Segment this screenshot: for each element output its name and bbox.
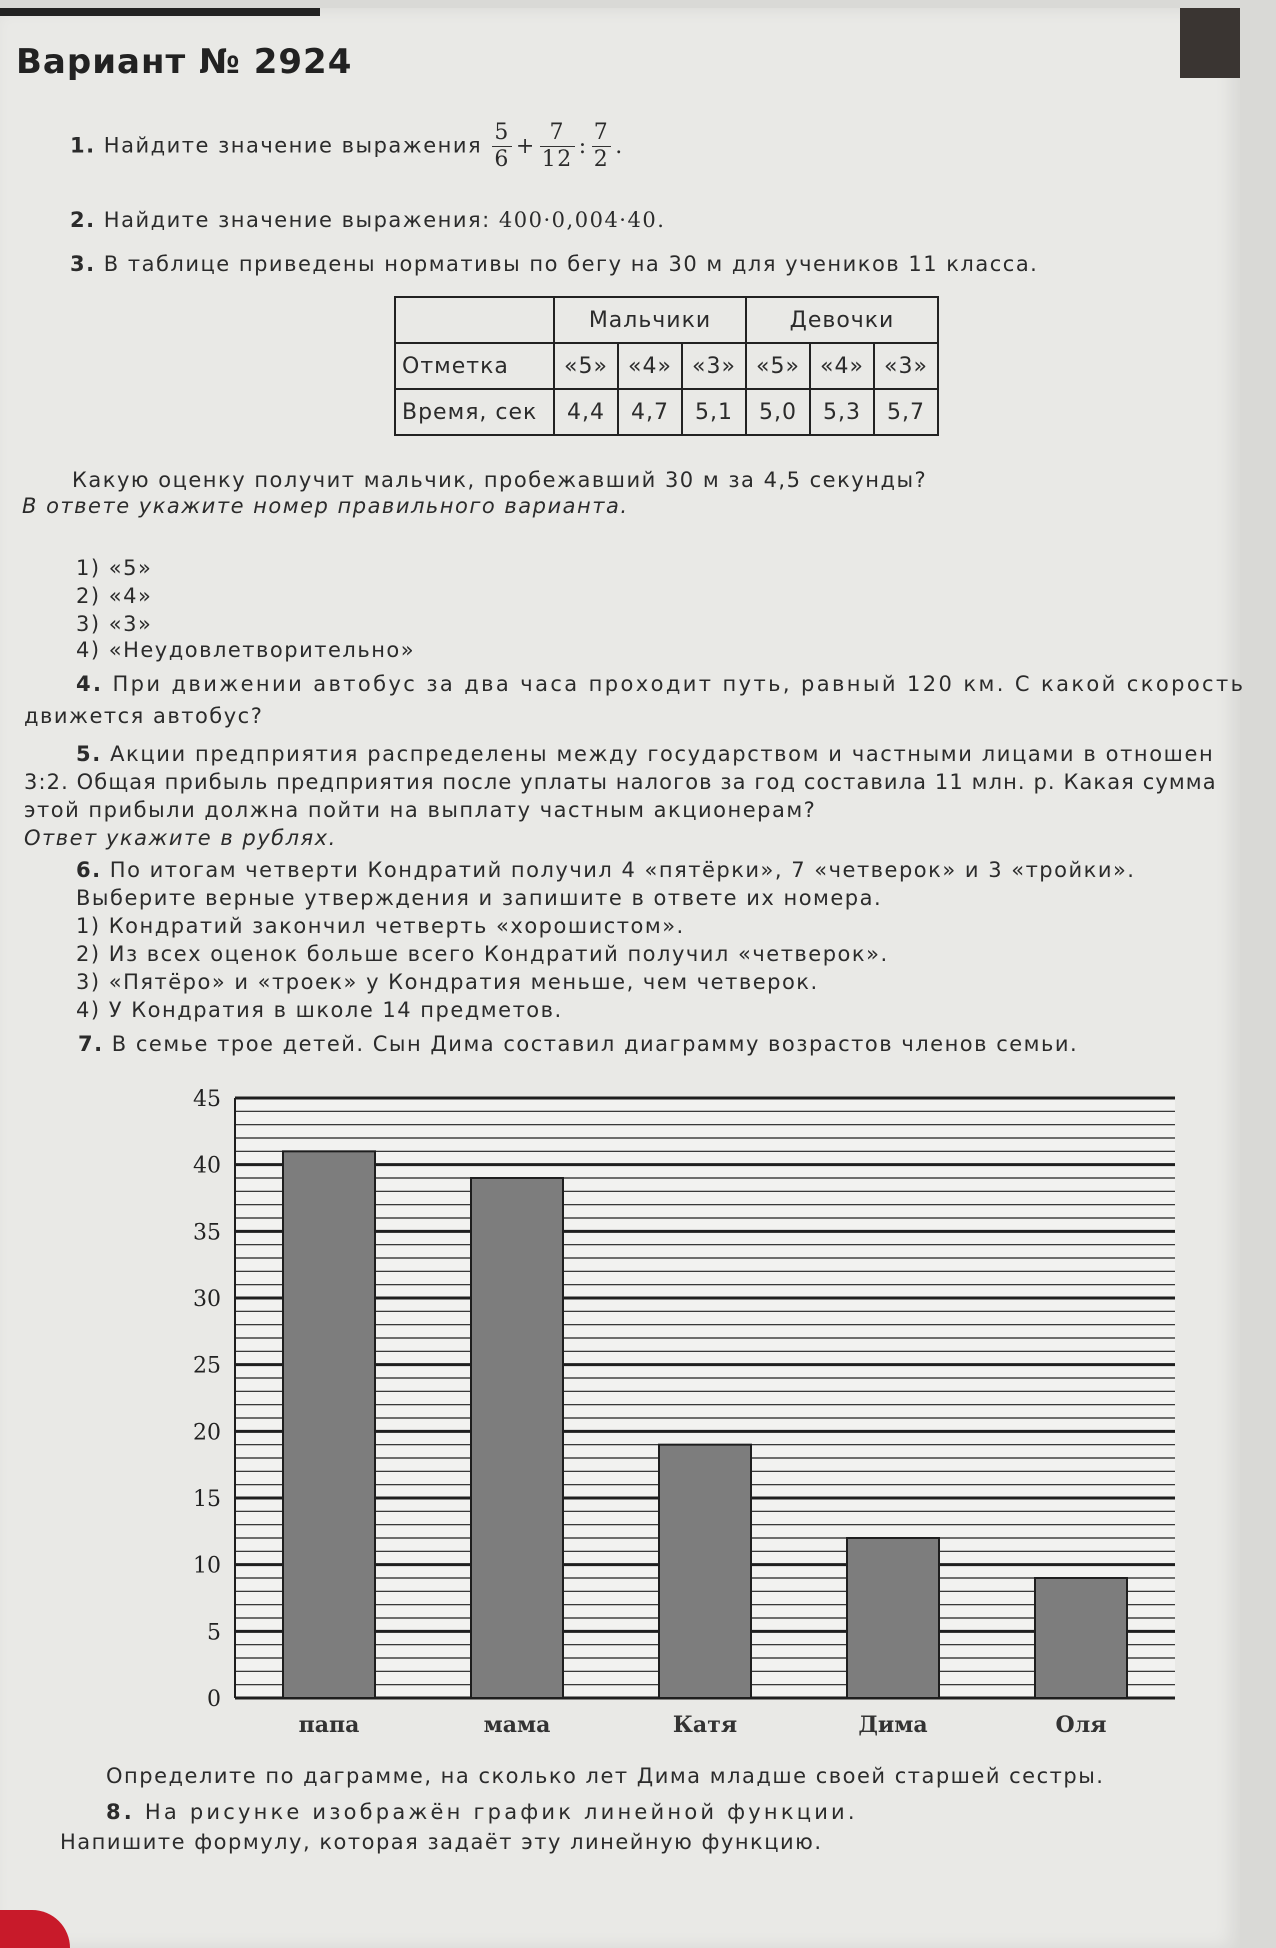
top-edge-bar (0, 8, 320, 16)
table-header-row (395, 297, 938, 343)
question-text: При движении автобус за два часа проходит путь, равный 120 км. С какой скорость (112, 672, 1246, 696)
bar-1 (283, 1151, 375, 1698)
fraction-1 (492, 120, 512, 173)
table-cell: 4,4 (554, 389, 618, 435)
question-text: В семье трое детей. Сын Дима составил диаграмму возрастов членов семьи. (111, 1032, 1079, 1056)
y-tick-label: 10 (193, 1553, 221, 1579)
list-item: 1) Кондратий закончил четверть «хорошистом». (76, 914, 685, 938)
grade-label: Отметка (395, 343, 554, 389)
table-cell: «3» (682, 343, 746, 389)
table-cell: «3» (874, 343, 938, 389)
question-1 (70, 120, 626, 173)
question-number: 7. (78, 1032, 104, 1056)
question-3 (70, 252, 1038, 276)
y-tick-label: 20 (193, 1420, 221, 1446)
question-2 (70, 208, 665, 232)
question-4 (76, 672, 1245, 696)
question-number: 5. (76, 742, 102, 766)
question-7 (78, 1032, 1078, 1056)
bar-4 (847, 1538, 939, 1698)
plus-sign: + (515, 134, 536, 159)
y-tick-label: 5 (207, 1620, 221, 1646)
y-tick-label: 40 (193, 1153, 221, 1179)
y-tick-label: 15 (193, 1487, 221, 1512)
table-row-times (395, 389, 938, 435)
question-text: Акции предприятия распределены между государством и частными лицами в отношен (110, 742, 1215, 766)
question-number: 1. (70, 133, 96, 158)
top-right-object (1180, 8, 1240, 78)
list-item: 3) «Пятёро» и «троек» у Кондратия меньше, чем четверок. (76, 970, 819, 994)
question-number: 2. (70, 208, 96, 232)
y-tick-label: 35 (193, 1220, 221, 1246)
expression: 400·0,004·40. (498, 208, 666, 232)
y-tick-label: 25 (193, 1353, 221, 1379)
variant-title: Вариант № 2924 (16, 42, 353, 82)
question-5-line3: этой прибыли должна пойти на выплату частным акционерам? (24, 798, 817, 822)
x-tick-label: папа (298, 1712, 360, 1738)
question-text: По итогам четверти Кондратий получил 4 «пятёрки», 7 «четверок» и 3 «тройки». (109, 858, 1136, 882)
question-5 (76, 742, 1214, 766)
question-text: В таблице приведены нормативы по бегу на 30 м для учеников 11 класса. (103, 252, 1039, 276)
table-cell: 4,7 (618, 389, 682, 435)
question-6-line2: Выберите верные утверждения и запишите в ответе их номера. (76, 886, 883, 910)
boys-header: Мальчики (554, 297, 746, 343)
question-number: 6. (76, 858, 102, 882)
denominator: 12 (541, 147, 573, 172)
list-item: 2) Из всех оценок больше всего Кондратий получил «четверок». (76, 942, 889, 966)
x-tick-label: Оля (1055, 1712, 1107, 1738)
q3-question: Какую оценку получит мальчик, пробежавший 30 м за 4,5 секунды? (72, 468, 928, 492)
girls-header: Девочки (746, 297, 938, 343)
question-text: Найдите значение выражения (103, 133, 483, 158)
table-cell: 5,1 (682, 389, 746, 435)
fraction-3 (592, 120, 612, 173)
table-cell: 5,0 (746, 389, 810, 435)
question-4-line2: движется автобус? (24, 704, 264, 728)
table-cell: «5» (746, 343, 810, 389)
question-8 (106, 1800, 858, 1824)
denominator: 2 (593, 147, 610, 172)
question-number: 3. (70, 252, 96, 276)
question-5-line2: 3:2. Общая прибыль предприятия после уплаты налогов за год составила 11 млн. р. Какая сумма (24, 770, 1217, 794)
table-cell: 5,3 (810, 389, 874, 435)
question-text: Найдите значение выражения: (103, 208, 491, 232)
bar-5 (1035, 1578, 1127, 1698)
y-tick-label: 45 (193, 1087, 221, 1112)
list-item: 3) «3» (76, 612, 153, 636)
q7-question: Определите по даграмме, на сколько лет Дима младше своей старшей сестры. (106, 1764, 1105, 1788)
list-item: 4) У Кондратия в школе 14 предметов. (76, 998, 563, 1022)
question-8-line2: Напишите формулу, которая задаёт эту линейную функцию. (60, 1830, 823, 1854)
time-label: Время, сек (395, 389, 554, 435)
question-6 (76, 858, 1136, 882)
numerator: 7 (593, 120, 610, 145)
family-age-bar-chart (190, 1068, 1190, 1748)
question-5-note: Ответ укажите в рублях. (24, 826, 337, 850)
q3-instruction: В ответе укажите номер правильного варианта. (22, 494, 629, 518)
running-norms-table (394, 296, 939, 436)
question-text: На рисунке изображён график линейной функции. (144, 1800, 858, 1824)
table-row-grades (395, 343, 938, 389)
list-item: 1) «5» (76, 556, 153, 580)
question-number: 4. (76, 672, 104, 696)
numerator: 7 (540, 120, 575, 147)
table-cell: «5» (554, 343, 618, 389)
worksheet-page (0, 8, 1246, 1948)
list-item: 4) «Неудовлетворительно» (76, 638, 416, 662)
bar-3 (659, 1445, 751, 1698)
x-tick-label: Дима (858, 1712, 928, 1738)
table-cell: «4» (810, 343, 874, 389)
table-corner-cell (395, 297, 554, 343)
table-cell: «4» (618, 343, 682, 389)
denominator: 6 (494, 147, 510, 172)
bar-2 (471, 1178, 563, 1698)
x-tick-label: Катя (672, 1712, 738, 1738)
colon-sign: : (578, 134, 588, 159)
numerator: 5 (494, 120, 510, 145)
period: . (615, 134, 624, 159)
question-number: 8. (106, 1800, 135, 1824)
table-cell: 5,7 (874, 389, 938, 435)
x-tick-label: мама (483, 1712, 551, 1738)
y-tick-label: 0 (207, 1687, 221, 1712)
y-tick-label: 30 (193, 1287, 221, 1312)
list-item: 2) «4» (76, 584, 153, 608)
fraction-2 (540, 120, 575, 173)
